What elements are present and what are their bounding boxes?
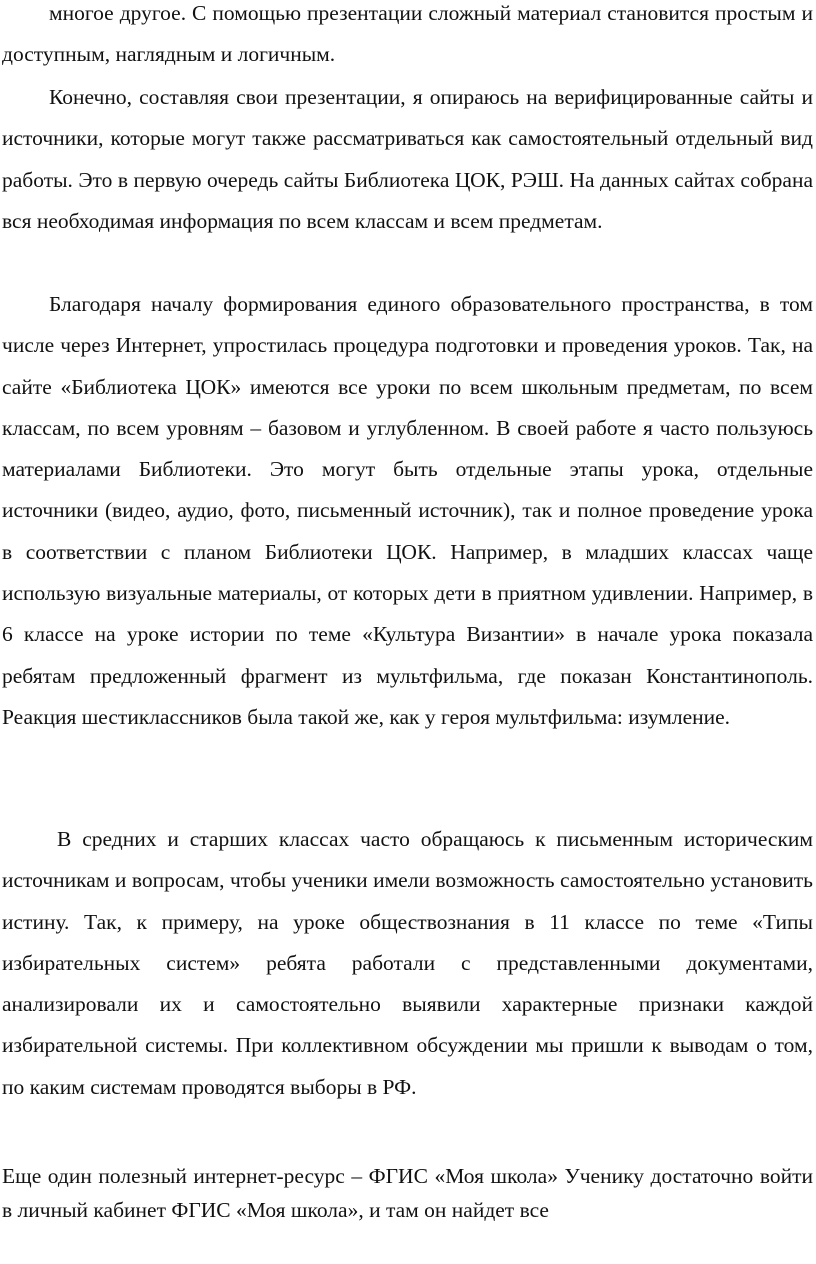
paragraph-2 — [2, 77, 813, 242]
paragraph-text: В средних и старших классах часто обращаюсь к письменным историческим источникам и вопросам, чтобы ученики имели возможность самостоятельно установить истину. Так, к примеру, на уроке обществознания в 11 классе по теме «Типы избирательных систем» ребята работали с представленными документами, анализировали их и самостоятельно выявили характерные признаки каждой избирательной системы. При коллективном обсуждении мы пришли к выводам о том, по каким системам проводятся выборы в РФ. — [2, 827, 813, 1099]
paragraph-4 — [2, 819, 813, 1108]
paragraph-text: многое другое. С помощью презентации сложный материал становится простым и доступным, наглядным и логичным. — [2, 1, 813, 67]
paragraph-text: Конечно, составляя свои презентации, я опираюсь на верифицированные сайты и источники, которые могут также рассматриваться как самостоятельный отдельный вид работы. Это в первую очередь сайты Библиотека ЦОК, РЭШ. На данных сайтах собрана вся необходимая информация по всем классам и всем предметам. — [2, 85, 813, 233]
paragraph-3 — [2, 284, 813, 738]
paragraph-text: Благодаря началу формирования единого образовательного пространства, в том числе через Интернет, упростилась процедура подготовки и проведения уроков. Так, на сайте «Библиотека ЦОК» имеются все уроки по всем школьным предметам, по всем классам, по всем уровням – базовом и углубленном. В своей работе я часто пользуюсь материалами Библиотеки. Это могут быть отдельные этапы урока, отдельные источники (видео, аудио, фото, письменный источник), так и полное проведение урока в соответствии с планом Библиотеки ЦОК. Например, в младших классах чаще использую визуальные материалы, от которых дети в приятном удивлении. Например, в 6 классе на уроке истории по теме «Культура Византии» в начале урока показала ребятам предложенный фрагмент из мультфильма, где показан Константинополь. Реакция шестиклассников была такой же, как у героя мультфильма: изумление. — [2, 292, 813, 729]
paragraph-5 — [2, 1159, 813, 1227]
paragraph-text: Еще один полезный интернет-ресурс – ФГИС «Моя школа» Ученику достаточно войти в личный кабинет ФГИС «Моя школа», и там он найдет все — [2, 1164, 813, 1222]
paragraph-1 — [2, 0, 813, 76]
